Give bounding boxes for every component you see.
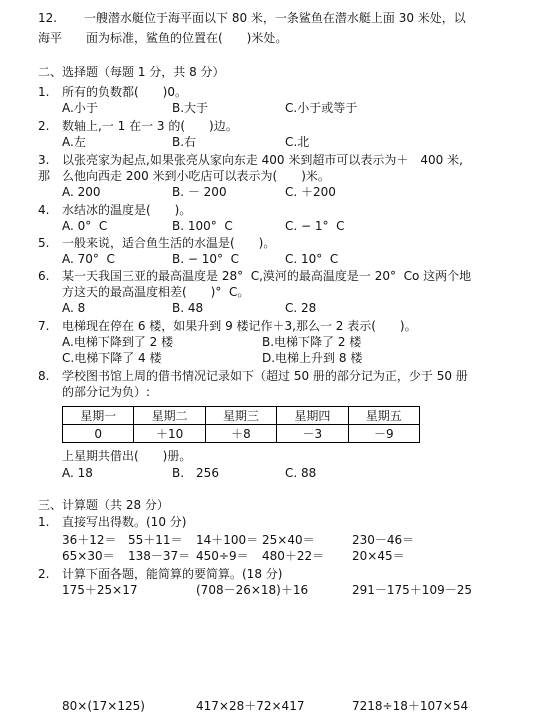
q2-5-stem: 一般来说，适合鱼生活的水温是( )。 <box>62 236 276 250</box>
table-header-cell: 星期二 <box>134 407 205 425</box>
borrow-table-header-row <box>63 407 420 425</box>
calc-problem: (708－26×18)＋16 <box>196 583 309 597</box>
calc-problem: 7218÷18＋107×54 <box>352 699 469 713</box>
q2-5-option-c: C. 10° C <box>285 252 339 266</box>
q2-6-option-a: A. 8 <box>62 301 86 315</box>
q2-3-option-a: A. 200 <box>62 185 101 199</box>
borrow-table-value-row <box>63 425 420 443</box>
q2-8-number: 8. <box>38 369 50 383</box>
section3-title: 三、计算题（共 28 分） <box>38 498 169 512</box>
q2-2-number: 2. <box>38 119 50 133</box>
table-value-cell: －9 <box>348 425 419 443</box>
q2-8-option-c: C. 88 <box>285 466 317 480</box>
q2-8-followup: 上星期共借出( )册。 <box>62 449 192 463</box>
table-value-cell: ＋8 <box>205 425 276 443</box>
q2-7-option-d: D.电梯上升到 8 楼 <box>262 351 363 365</box>
q2-7-option-c: C.电梯下降了 4 楼 <box>62 351 162 365</box>
q2-1-option-a: A.小于 <box>62 101 98 115</box>
q2-2-option-a: A.左 <box>62 135 86 149</box>
q2-7-option-a: A.电梯下降到了 2 楼 <box>62 335 174 349</box>
q2-3-stem-line2: 那 么他向西走 200 米到小吃店可以表示为( )米。 <box>38 169 330 183</box>
q2-8-stem: 学校图书馆上周的借书情况记录如下（超过 50 册的部分记为正，少于 50 册 <box>62 369 468 383</box>
q2-5-option-a: A. 70° C <box>62 252 115 266</box>
q2-6-stem: 某一天我国三亚的最高温度是 28° C,漠河的最高温度是一 20° Co 这两个地 <box>62 269 472 283</box>
table-value-cell: －3 <box>277 425 348 443</box>
calc-item: 36＋12＝ <box>62 533 117 547</box>
section2-title: 二、选择题（每题 1 分，共 8 分） <box>38 65 225 79</box>
q2-4-option-b: B. 100° C <box>172 219 233 233</box>
table-header-cell: 星期一 <box>63 407 134 425</box>
calc-problem: 291－175＋109－25 <box>352 583 472 597</box>
calc-item: 65×30＝ <box>62 549 115 563</box>
table-header-cell: 星期五 <box>348 407 419 425</box>
calc-item: 138－37＝ <box>128 549 191 563</box>
table-header-cell: 星期四 <box>277 407 348 425</box>
borrow-table <box>62 406 420 443</box>
q2-4-option-a: A. 0° C <box>62 219 108 233</box>
q2-2-option-b: B.右 <box>172 135 197 149</box>
q3-1-stem: 直接写出得数。(10 分) <box>62 515 187 529</box>
q2-4-option-c: C. − 1° C <box>285 219 345 233</box>
q2-3-stem: 以张亮家为起点,如果张亮从家向东走 400 米到超市可以表示为＋ 400 米, <box>62 153 463 167</box>
table-header-cell: 星期三 <box>205 407 276 425</box>
q2-2-stem: 数轴上,一 1 在一 3 的( )边。 <box>62 119 238 133</box>
q2-6-option-c: C. 28 <box>285 301 317 315</box>
q12-text-line1: 一艘潜水艇位于海平面以下 80 米，一条鲨鱼在潜水艇上面 30 米处，以 <box>84 11 466 25</box>
q2-3-option-b: B. － 200 <box>172 185 227 199</box>
q2-4-stem: 水结冰的温度是( )。 <box>62 203 192 217</box>
q2-2-option-c: C.北 <box>285 135 310 149</box>
q2-7-stem: 电梯现在停在 6 楼，如果升到 9 楼记作＋3,那么一 2 表示( )。 <box>62 319 417 333</box>
calc-problem: 80×(17×125) <box>62 699 145 713</box>
calc-item: 25×40＝ <box>262 533 315 547</box>
q2-1-option-c: C.小于或等于 <box>285 101 358 115</box>
table-value-cell: 0 <box>63 425 134 443</box>
q2-7-option-b: B.电梯下降了 2 楼 <box>262 335 362 349</box>
q2-3-number: 3. <box>38 153 50 167</box>
calc-problem: 175＋25×17 <box>62 583 138 597</box>
q3-2-stem: 计算下面各题，能简算的要简算。(18 分) <box>62 567 283 581</box>
q2-1-option-b: B.大于 <box>172 101 209 115</box>
q12-text-line2: 海平 面为标准，鲨鱼的位置在( )米处。 <box>38 31 288 45</box>
q3-1-number: 1. <box>38 515 50 529</box>
q12-number: 12. <box>38 11 58 25</box>
calc-item: 230－46＝ <box>352 533 415 547</box>
table-value-cell: ＋10 <box>134 425 205 443</box>
q2-8-option-b: B. 256 <box>172 466 219 480</box>
calc-item: 55＋11＝ <box>128 533 183 547</box>
q2-3-option-c: C. ＋200 <box>285 185 336 199</box>
q2-4-number: 4. <box>38 203 50 217</box>
q2-8-stem-line2: 的部分记为负）: <box>62 385 151 399</box>
q2-6-number: 6. <box>38 269 50 283</box>
calc-problem: 417×28＋72×417 <box>196 699 305 713</box>
calc-item: 480＋22＝ <box>262 549 325 563</box>
q2-5-option-b: B. − 10° C <box>172 252 240 266</box>
q2-5-number: 5. <box>38 236 50 250</box>
q2-1-stem: 所有的负数都( )0。 <box>62 85 187 99</box>
q2-1-number: 1. <box>38 85 50 99</box>
q3-2-number: 2. <box>38 567 50 581</box>
q2-8-option-a: A. 18 <box>62 466 93 480</box>
calc-item: 14＋100＝ <box>196 533 259 547</box>
q2-6-stem-line2: 方这天的最高温度相差( )° C。 <box>62 285 250 299</box>
q2-7-number: 7. <box>38 319 50 333</box>
calc-item: 20×45＝ <box>352 549 405 563</box>
q2-6-option-b: B. 48 <box>172 301 204 315</box>
calc-item: 450÷9＝ <box>196 549 249 563</box>
